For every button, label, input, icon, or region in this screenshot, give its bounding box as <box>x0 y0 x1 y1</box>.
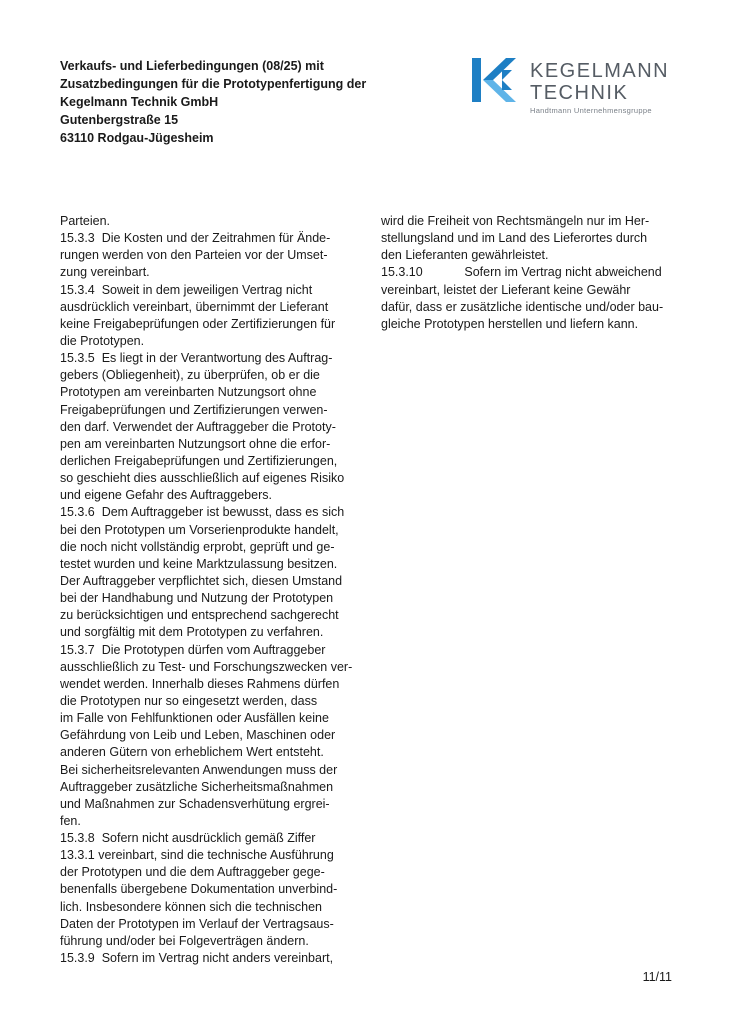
logo-mark-icon <box>472 58 516 102</box>
text-line: fen. <box>60 813 81 828</box>
text-line: die Prototypen nur so eingesetzt werden, dass <box>60 693 318 708</box>
text-line: den darf. Verwendet der Auftraggeber die Prototy- <box>60 419 336 434</box>
text-line: Gefährdung von Leib und Leben, Maschinen oder <box>60 728 336 743</box>
text-line: 15.3.6 Dem Auftraggeber ist bewusst, dass es sich <box>60 505 345 520</box>
text-line: 15.3.7 Die Prototypen dürfen vom Auftraggeber <box>60 642 326 657</box>
text-line: rungen werden von den Parteien vor der Umset- <box>60 248 328 263</box>
text-line: 15.3.8 Sofern nicht ausdrücklich gemäß Ziffer <box>60 831 316 846</box>
text-line: vereinbart, leistet der Lieferant keine Gewähr <box>381 282 631 297</box>
text-line: bei der Handhabung und Nutzung der Prototypen <box>60 591 334 606</box>
text-line: den Lieferanten gewährleistet. <box>381 248 549 263</box>
text-line: und sorgfältig mit dem Prototypen zu verfahren. <box>60 625 324 640</box>
text-line: 15.3.3 Die Kosten und der Zeitrahmen für Ände- <box>60 231 331 246</box>
text-line: testet wurden und keine Marktzulassung besitzen. <box>60 556 338 571</box>
page-number: 11/11 <box>642 970 672 984</box>
header-title-line-2: Zusatzbedingungen für die Prototypenfertigung der <box>60 77 367 91</box>
text-line: ausdrücklich vereinbart, übernimmt der Lieferant <box>60 299 329 314</box>
header-street: Gutenbergstraße 15 <box>60 113 179 127</box>
text-line: 15.3.5 Es liegt in der Verantwortung des Auftrag- <box>60 351 333 366</box>
text-line: die Prototypen. <box>60 333 145 348</box>
text-line: stellungsland und im Land des Lieferortes durch <box>381 231 648 246</box>
text-line: Auftraggeber zusätzliche Sicherheitsmaßnahmen <box>60 779 334 794</box>
text-line: Daten der Prototypen im Verlauf der Vertragsaus- <box>60 916 334 931</box>
logo-line-1: KEGELMANN <box>530 60 670 82</box>
text-line: wird die Freiheit von Rechtsmängeln nur im Her- <box>381 214 650 228</box>
text-line: Der Auftraggeber verpflichtet sich, diesen Umstand <box>60 573 343 588</box>
text-line: dafür, dass er zusätzliche identische und/oder bau- <box>381 299 664 314</box>
logo-text <box>530 60 669 104</box>
text-line: führung und/oder bei Folgeverträgen ändern. <box>60 933 309 948</box>
text-line: pen am vereinbarten Nutzungsort ohne die erfor- <box>60 436 331 451</box>
company-logo <box>472 58 682 128</box>
header-city: 63110 Rodgau-Jügesheim <box>60 131 214 145</box>
text-line: zung vereinbart. <box>60 265 150 280</box>
right-text-column <box>381 213 681 333</box>
text-line: gebers (Obliegenheit), zu überprüfen, ob er die <box>60 368 320 383</box>
document-header <box>60 57 390 147</box>
text-line: ausschließlich zu Test- und Forschungszwecken ver- <box>60 659 353 674</box>
text-line: 15.3.10 Sofern im Vertrag nicht abweichend <box>381 265 662 280</box>
text-line: wendet werden. Innerhalb dieses Rahmens dürfen <box>60 676 340 691</box>
text-line: Freigabeprüfungen und Zertifizierungen verwen- <box>60 402 328 417</box>
header-title-line-1: Verkaufs- und Lieferbedingungen (08/25) mit <box>60 59 324 73</box>
text-line: derlichen Freigabeprüfungen und Zertifizierungen, <box>60 453 338 468</box>
text-line: keine Freigabeprüfungen oder Zertifizierungen für <box>60 316 336 331</box>
text-line: 15.3.4 Soweit in dem jeweiligen Vertrag nicht <box>60 282 313 297</box>
text-line: so geschieht dies ausschließlich auf eigenes Risiko <box>60 471 345 486</box>
text-line: 13.3.1 vereinbart, sind die technische Ausführung <box>60 848 334 863</box>
text-line: und eigene Gefahr des Auftraggebers. <box>60 488 272 503</box>
text-line: Parteien. <box>60 214 111 228</box>
text-line: die noch nicht vollständig erprobt, geprüft und ge- <box>60 539 335 554</box>
logo-line-2: TECHNIK <box>530 82 629 104</box>
text-line: der Prototypen und die dem Auftraggeber gege- <box>60 865 325 880</box>
text-line: und Maßnahmen zur Schadensverhütung ergrei- <box>60 796 330 811</box>
text-line: benenfalls übergebene Dokumentation unverbind- <box>60 882 338 897</box>
text-line: bei den Prototypen um Vorserienprodukte handelt, <box>60 522 339 537</box>
text-line: im Falle von Fehlfunktionen oder Ausfällen keine <box>60 711 329 726</box>
text-line: zu berücksichtigen und entsprechend sachgerecht <box>60 608 339 623</box>
text-line: Bei sicherheitsrelevanten Anwendungen muss der <box>60 762 338 777</box>
logo-tagline: Handtmann Unternehmensgruppe <box>530 106 652 115</box>
header-company-name: Kegelmann Technik GmbH <box>60 95 219 109</box>
text-line: Prototypen am vereinbarten Nutzungsort ohne <box>60 385 317 400</box>
text-line: gleiche Prototypen herstellen und liefern kann. <box>381 316 639 331</box>
text-line: 15.3.9 Sofern im Vertrag nicht anders vereinbart, <box>60 951 334 966</box>
text-line: lich. Insbesondere können sich die technischen <box>60 899 322 914</box>
left-text-column <box>60 213 360 967</box>
text-line: anderen Gütern von erheblichem Wert entsteht. <box>60 745 324 760</box>
